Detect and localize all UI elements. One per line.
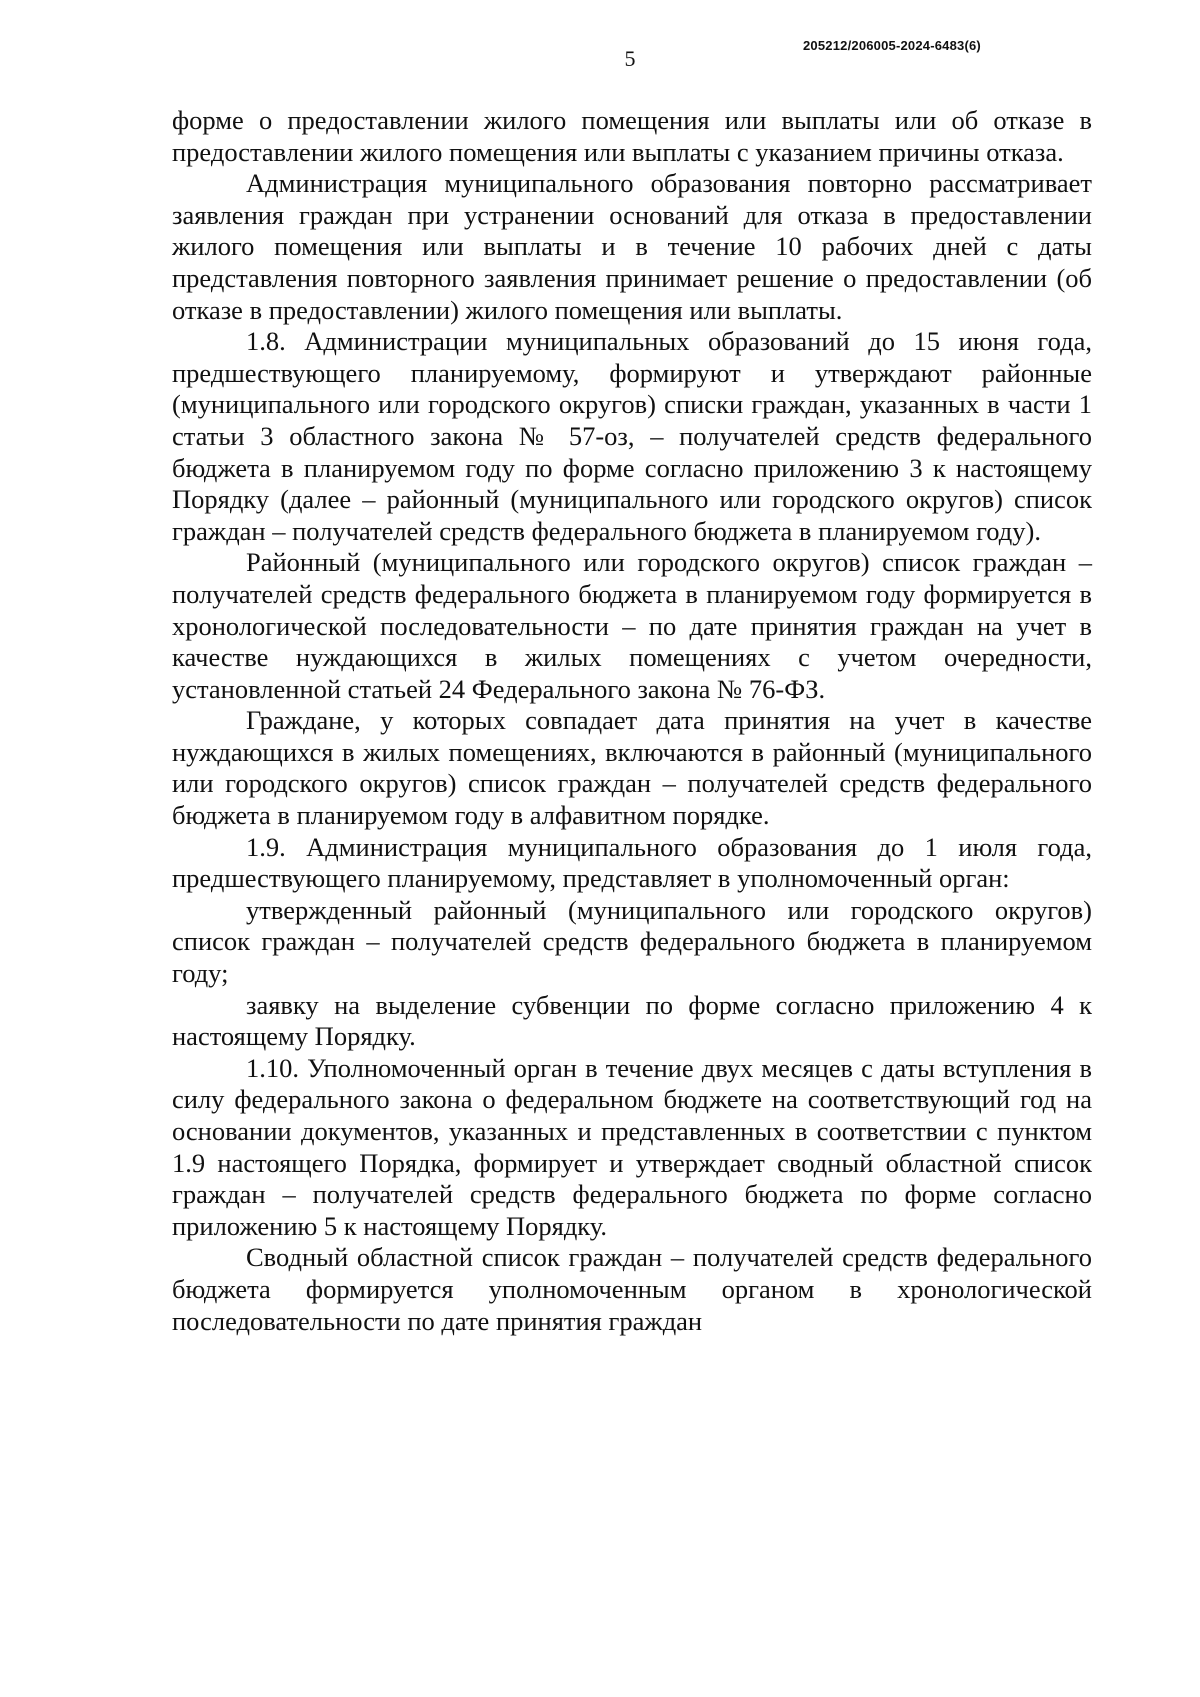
document-body — [172, 105, 1092, 1337]
paragraph-approved-list: утвержденный районный (муниципального или городского округов) список граждан – получателей средств федерального бюджета в планируемом году; — [172, 894, 1092, 989]
paragraph-district-list: Районный (муниципального или городского округов) список граждан – получателей средств федерального бюджета в планируемом году формируется в хронологической последовательности – по дате принятия граждан на учет в качестве нуждающихся в жилых помещениях с учетом очередности, установленной статьей 24 Федерального закона № 76-ФЗ. — [172, 547, 1092, 704]
paragraph-1-8: 1.8. Администрации муниципальных образований до 15 июня года, предшествующего планируемому, формируют и утверждают районные (муниципального или городского округов) списки граждан, указанных в части 1 статьи 3 областного закона № 57-оз, – получателей средств федерального бюджета в планируемом году по форме согласно приложению 3 к настоящему Порядку (далее – районный (муниципального или городского округов) список граждан – получателей средств федерального бюджета в планируемом году). — [172, 326, 1092, 546]
paragraph-1-10: 1.10. Уполномоченный орган в течение двух месяцев с даты вступления в силу федерального закона о федеральном бюджете на соответствующий год на основании документов, указанных и представленных в соответствии с пунктом 1.9 настоящего Порядка, формирует и утверждает сводный областной список граждан – получателей средств федерального бюджета по форме согласно приложению 5 к настоящему Порядку. — [172, 1052, 1092, 1241]
document-id: 205212/206005-2024-6483(6) — [803, 38, 981, 53]
paragraph-same-date: Граждане, у которых совпадает дата принятия на учет в качестве нуждающихся в жилых помещениях, включаются в районный (муниципального или городского округов) список граждан – получателей средств федерального бюджета в планируемом году в алфавитном порядке. — [172, 705, 1092, 831]
page-number: 5 — [624, 46, 636, 71]
paragraph-subvention-request: заявку на выделение субвенции по форме согласно приложению 4 к настоящему Порядку. — [172, 989, 1092, 1052]
paragraph-1-9: 1.9. Администрация муниципального образования до 1 июля года, предшествующего планируемому, представляет в уполномоченный орган: — [172, 831, 1092, 894]
paragraph-repeat-review: Администрация муниципального образования повторно рассматривает заявления граждан при устранении оснований для отказа в предоставлении жилого помещения или выплаты и в течение 10 рабочих дней с даты представления повторного заявления принимает решение о предоставлении (об отказе в предоставлении) жилого помещения или выплаты. — [172, 168, 1092, 325]
paragraph-summary-list: Сводный областной список граждан – получателей средств федерального бюджета формируется уполномоченным органом в хронологической последовательности по дате принятия граждан — [172, 1242, 1092, 1336]
paragraph-continuation: форме о предоставлении жилого помещения или выплаты или об отказе в предоставлении жилого помещения или выплаты с указанием причины отказа. — [172, 105, 1092, 167]
